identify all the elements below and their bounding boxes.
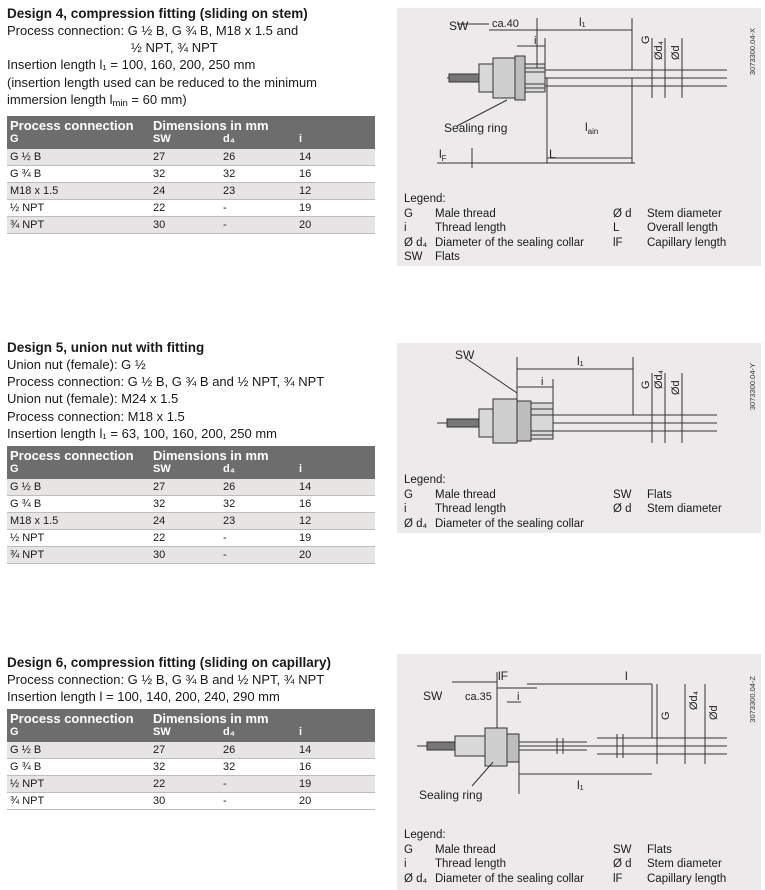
legend-title: Legend: <box>404 474 446 486</box>
design-4-line: Insertion length l₁ = 100, 160, 200, 250 mm <box>7 57 256 73</box>
legend-row: Ø d₄ Diameter of the sealing collar <box>404 517 584 530</box>
design-5-title: Design 5, union nut with fitting <box>7 340 205 355</box>
design-4-drawing-panel <box>397 8 761 266</box>
legend-row: Ø d₄ Diameter of the sealing collar lF Capillary length <box>404 872 727 885</box>
col-d4: d₄ <box>223 133 235 146</box>
label-g: G <box>640 380 652 389</box>
col-sw: SW <box>153 463 171 476</box>
table-row: M18 x 1.5 24 23 12 <box>7 513 375 530</box>
design-4-line: ½ NPT, ¾ NPT <box>131 40 218 56</box>
legend-row: Ø d₄ Diameter of the sealing collar lF Capillary length <box>404 236 727 249</box>
label-i: i <box>541 376 544 388</box>
label-ca35: ca.35 <box>465 691 492 703</box>
col-sw: SW <box>153 133 171 146</box>
design-4-legend <box>404 192 726 265</box>
label-overall-L: L <box>549 147 556 161</box>
design-5-table <box>7 446 375 564</box>
design-5-drawing-panel <box>397 343 761 533</box>
label-i: i <box>534 35 537 47</box>
legend-title: Legend: <box>404 829 446 841</box>
design-6-title: Design 6, compression fitting (sliding on capillary) <box>7 655 332 670</box>
design-6-legend <box>404 828 726 886</box>
label-lf: lF <box>498 669 508 683</box>
design-5-line: Union nut (female): G ½ <box>7 357 146 372</box>
label-d4: Ød₄ <box>653 369 665 389</box>
design-4-line: Process connection: G ½ B, G ¾ B, M18 x 1.5 and <box>7 23 299 38</box>
col-i: i <box>299 463 303 476</box>
table-header <box>7 446 375 479</box>
table-row: G ½ B 27 26 14 <box>7 479 375 496</box>
label-lf: $l_F$ <box>439 147 447 163</box>
design-4-title: Design 4, compression fitting (sliding on stem) <box>7 6 308 21</box>
label-sw: SW <box>455 348 475 362</box>
legend-title: Legend: <box>404 193 446 205</box>
label-g: G <box>640 35 652 44</box>
label-d4: Ød₄ <box>653 40 665 60</box>
label-sw: SW <box>449 19 469 33</box>
table-row: ¾ NPT 30 - 20 <box>7 547 375 564</box>
design-6-line: Process connection: G ½ B, G ¾ B and ½ NPT, ¾ NPT <box>7 672 325 687</box>
table-header <box>7 709 375 742</box>
legend-row: SW Flats <box>404 251 460 264</box>
table-row: G ¾ B 32 32 16 <box>7 166 375 183</box>
table-row: G ¾ B 32 32 16 <box>7 759 375 776</box>
col-sw: SW <box>153 726 171 739</box>
drawing-code: 3073300.04-X <box>748 28 757 76</box>
design-5-legend <box>404 473 722 531</box>
legend-row: i Thread length L Overall length <box>404 222 718 235</box>
table-row: ½ NPT 22 - 19 <box>7 776 375 793</box>
table-row: ½ NPT 22 - 19 <box>7 200 375 217</box>
header-process-connection: Process connection <box>10 448 134 464</box>
col-i: i <box>299 133 303 146</box>
table-row: G ½ B 27 26 14 <box>7 742 375 759</box>
legend-row: G Male thread Ø d Stem diameter <box>404 207 722 220</box>
design-5-line: Insertion length l₁ = 63, 100, 160, 200, 250 mm <box>7 425 277 441</box>
drawing-code: 3073300.04-Y <box>748 363 757 411</box>
table-header <box>7 116 375 149</box>
design-6-line: Insertion length l = 100, 140, 200, 240, 290 mm <box>7 689 280 705</box>
label-i: i <box>517 691 520 703</box>
label-l1: l₁ <box>577 778 584 792</box>
legend-row: i Thread length Ø d Stem diameter <box>404 858 722 871</box>
header-process-connection: Process connection <box>10 711 134 727</box>
design-4-line: immersion length lmin = 60 mm) <box>7 91 187 109</box>
label-l1: l₁ <box>579 15 586 29</box>
table-row: ¾ NPT 30 - 20 <box>7 793 375 810</box>
table-row: M18 x 1.5 24 23 12 <box>7 183 375 200</box>
label-lain: $l_{ain}$ <box>585 120 599 136</box>
label-d: Ød <box>670 380 682 395</box>
header-process-connection: Process connection <box>10 118 134 134</box>
label-sealing-ring: Sealing ring <box>444 121 508 135</box>
label-g: G <box>660 711 672 720</box>
col-i: i <box>299 726 303 739</box>
design-5-line: Union nut (female): M24 x 1.5 <box>7 391 179 407</box>
legend-row: i Thread length Ø d Stem diameter <box>404 503 722 516</box>
table-row: ½ NPT 22 - 19 <box>7 530 375 547</box>
design-6-table <box>7 709 375 810</box>
drawing-code: 3073300.04-Z <box>748 676 757 723</box>
table-row: ¾ NPT 30 - 20 <box>7 217 375 234</box>
label-l: l <box>625 669 628 683</box>
col-g: G <box>10 133 19 146</box>
header-dimensions: Dimensions in mm <box>153 118 269 134</box>
label-d4: Ød₄ <box>688 690 700 710</box>
design-6-drawing-panel <box>397 654 761 890</box>
label-l1: l₁ <box>577 354 584 368</box>
header-dimensions: Dimensions in mm <box>153 448 269 464</box>
design-4-section <box>7 5 379 234</box>
label-d: Ød <box>670 45 682 60</box>
table-row: G ½ B 27 26 14 <box>7 149 375 166</box>
design-4-table <box>7 116 375 234</box>
design-4-line: (insertion length used can be reduced to the minimum <box>7 74 318 90</box>
legend-row: G Male thread SW Flats <box>404 843 672 856</box>
label-sw: SW <box>423 689 443 703</box>
col-d4: d₄ <box>223 463 235 476</box>
header-dimensions: Dimensions in mm <box>153 711 269 727</box>
label-sealing-ring: Sealing ring <box>419 788 483 802</box>
col-g: G <box>10 726 19 739</box>
design-6-section <box>7 654 379 810</box>
label-ca40: ca.40 <box>492 18 519 30</box>
design-5-line: Process connection: M18 x 1.5 <box>7 408 185 424</box>
label-d: Ød <box>708 705 720 720</box>
design-5-line: Process connection: G ½ B, G ¾ B and ½ NPT, ¾ NPT <box>7 374 325 390</box>
col-d4: d₄ <box>223 726 235 739</box>
table-row: G ¾ B 32 32 16 <box>7 496 375 513</box>
col-g: G <box>10 463 19 476</box>
design-5-section <box>7 339 379 564</box>
legend-row: G Male thread SW Flats <box>404 488 672 501</box>
